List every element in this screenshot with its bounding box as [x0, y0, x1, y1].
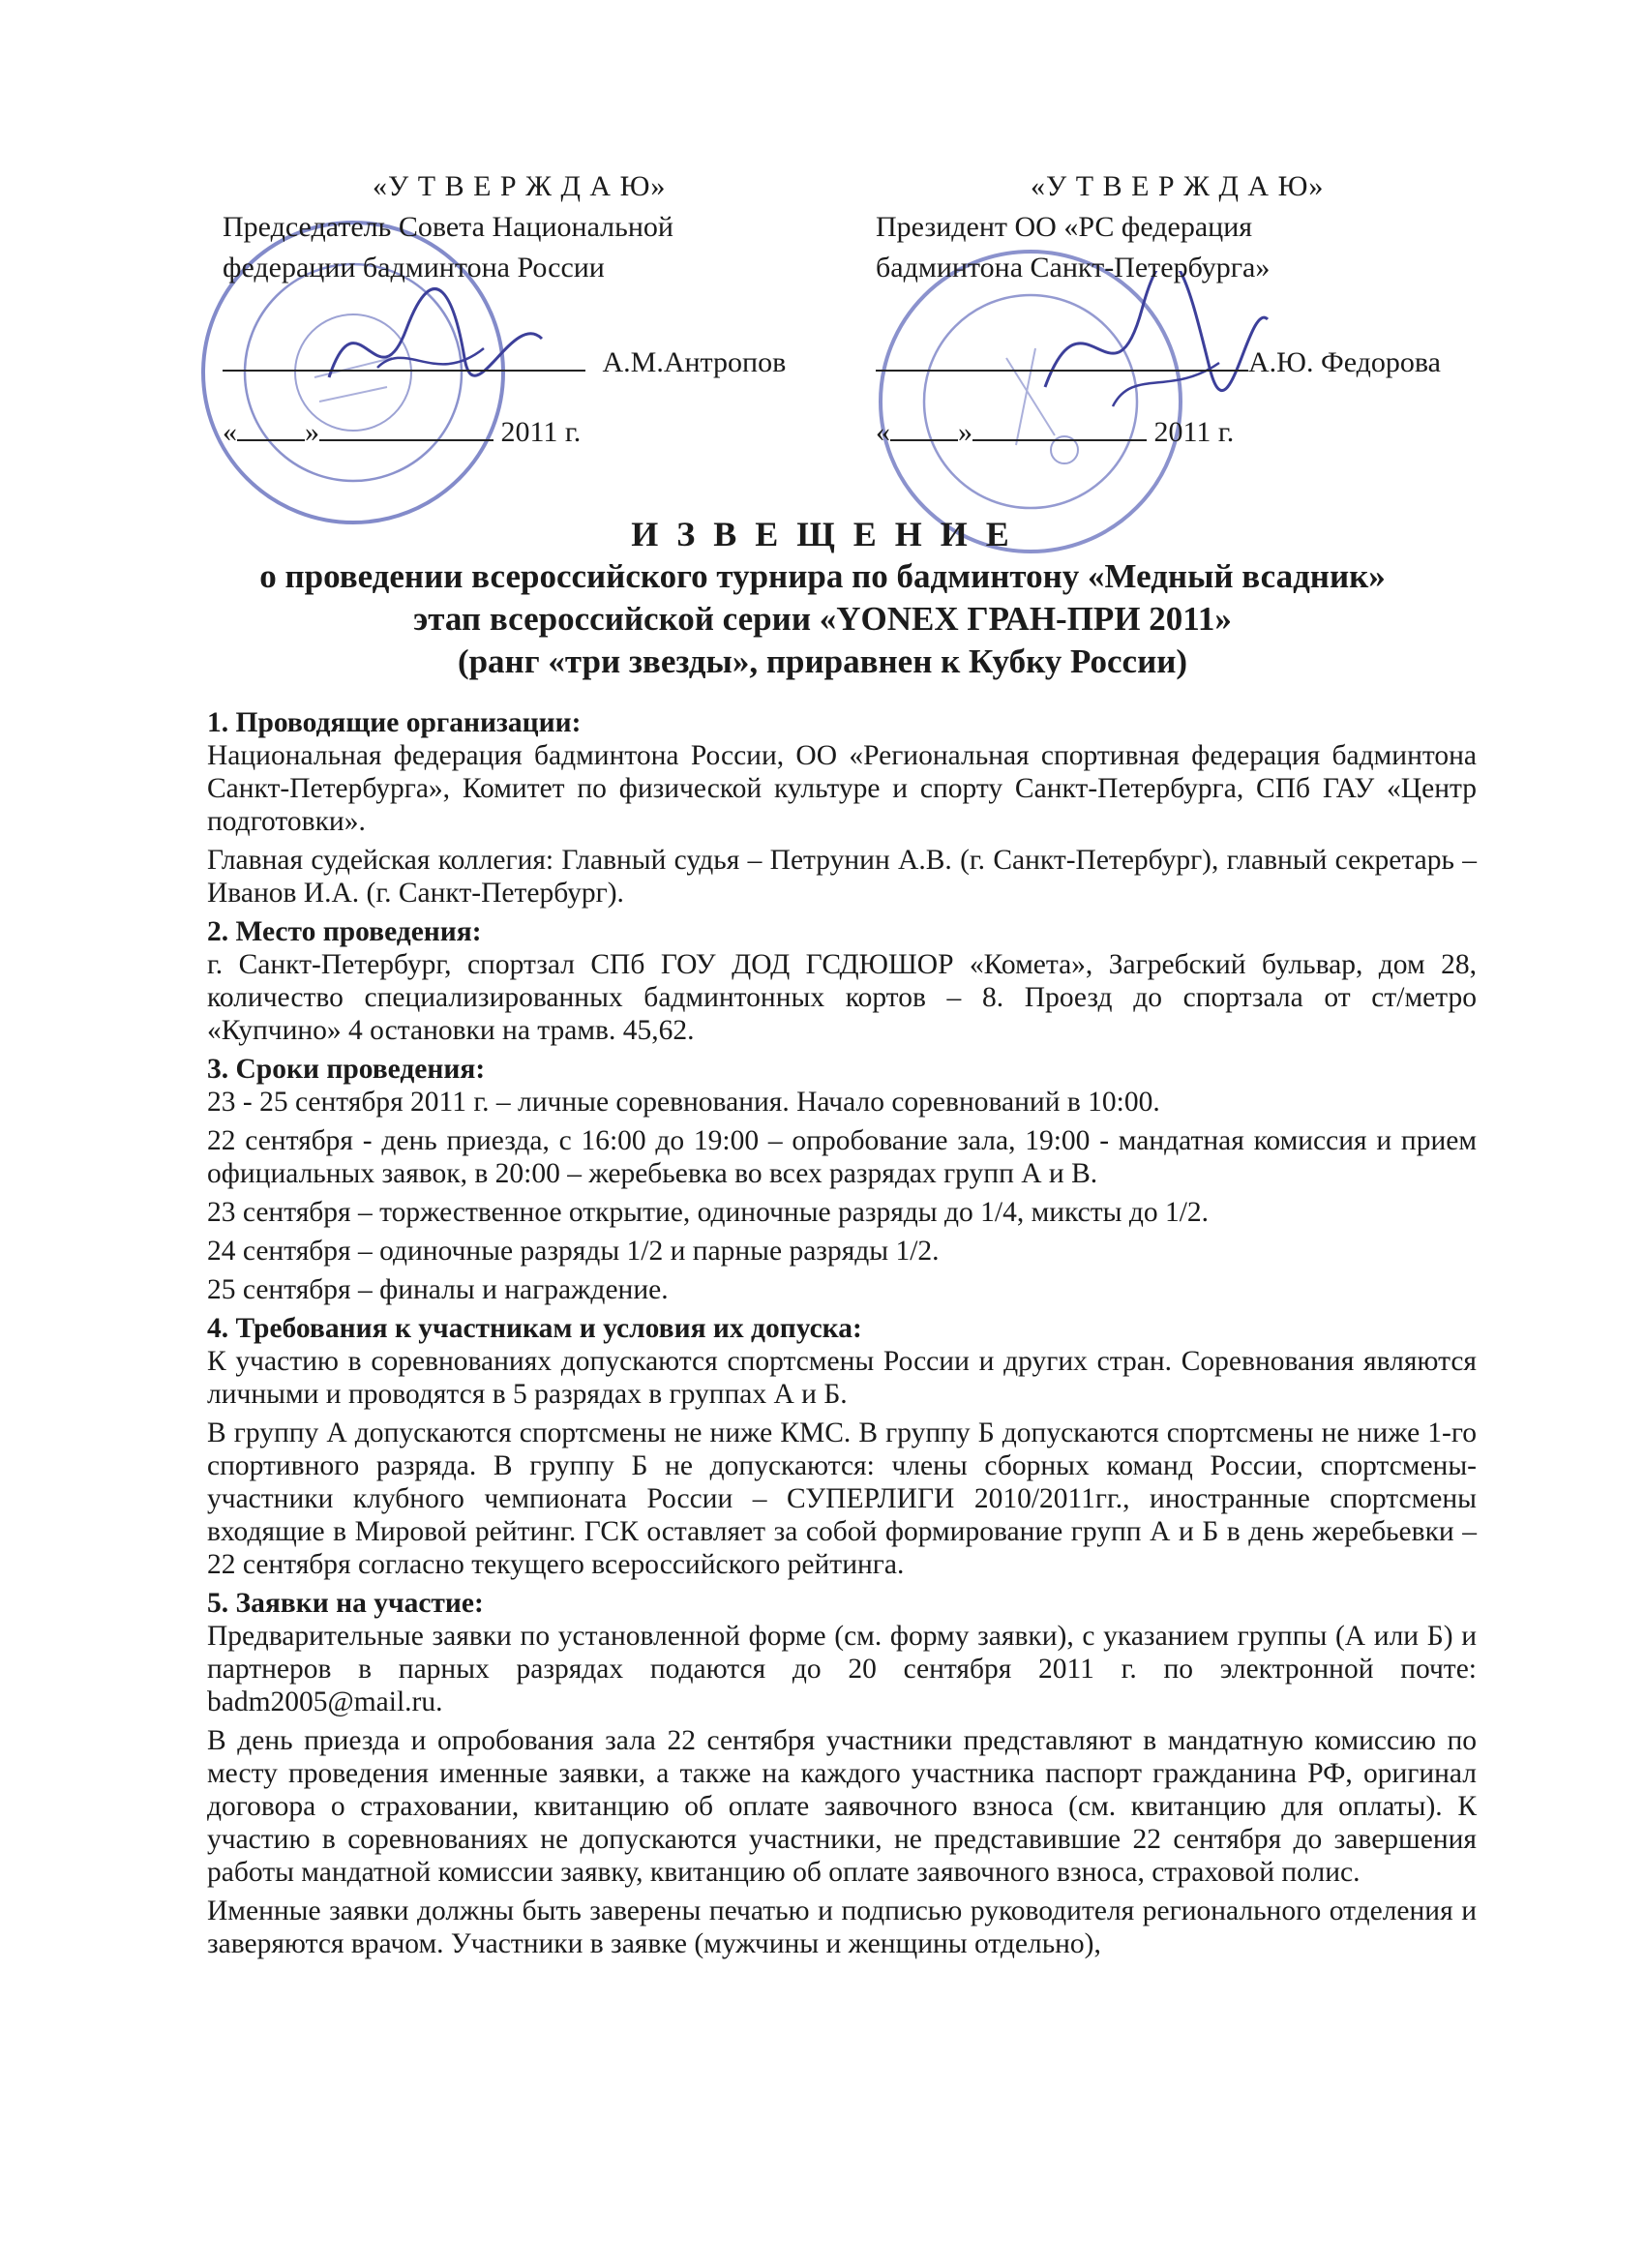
date-line — [223, 412, 803, 453]
date-line — [876, 412, 1495, 453]
signature-underline — [876, 343, 1248, 372]
day-blank — [890, 412, 958, 441]
approval-block-right — [876, 166, 1495, 453]
section-paragraph: 25 сентября – финалы и награждение. — [207, 1274, 669, 1305]
section-heading-dates: 3. Сроки проведения: — [207, 1054, 486, 1085]
signature-underline — [223, 343, 585, 372]
approval-position-line1: Президент ОО «РС федерация — [876, 211, 1253, 243]
section-paragraph: Именные заявки должны быть заверены печатью и подписью руководителя регионального отделения и заверяются врачом. Участники в заявке (мужчины и женщины отдельно), — [207, 1895, 1477, 1959]
section-heading-venue: 2. Место проведения: — [207, 916, 482, 947]
title-line2: о проведении всероссийского турнира по бадминтону «Медный всадник» — [259, 557, 1386, 595]
approval-header: «У Т В Е Р Ж Д А Ю» — [373, 170, 667, 202]
month-blank — [972, 412, 1147, 441]
day-blank — [237, 412, 305, 441]
section-paragraph: 22 сентября - день приезда, с 16:00 до 19:00 – опробование зала, 19:00 - мандатная комиссия и прием официальных заявок, в 20:00 – жеребьевка во всех разрядах групп А и В. — [207, 1125, 1477, 1189]
section-paragraph: 23 - 25 сентября 2011 г. – личные соревнования. Начало соревнований в 10:00. — [207, 1087, 1160, 1118]
section-paragraph: 24 сентября – одиночные разряды 1/2 и парные разряды 1/2. — [207, 1236, 940, 1267]
section-paragraph: В день приезда и опробования зала 22 сентября участники представляют в мандатную комиссию по месту проведения именные заявки, а также на каждого участника паспорт гражданина РФ, оригинал договора о страховании, квитанцию об оплате заявочного взноса (см. квитанцию для оплаты). К участию в соревнованиях не допускаются участники, не представившие 22 сентября до завершения работы мандатной комиссии заявку, квитанцию об оплате заявочного взноса, страховой полис. — [207, 1725, 1477, 1888]
section-paragraph: Национальная федерация бадминтона России, ОО «Региональная спортивная федерация бадминтона Санкт-Петербурга», Комитет по физической культуре и спорту Санкт-Петербурга, СПб ГАУ «Центр подготовки». — [207, 740, 1477, 837]
section-paragraph: Предварительные заявки по установленной форме (см. форму заявки), с указанием группы (А или Б) и партнеров в парных разрядах подаются до 20 сентября 2011 г. по электронной почте: badm2005@mail.ru. — [207, 1621, 1477, 1717]
section-paragraph: г. Санкт-Петербург, спортзал СПб ГОУ ДОД ГСДЮШОР «Комета», Загребский бульвар, дом 28, количество специализированных бадминтонных кортов – 8. Проезд до спортзала от ст/метро «Купчино» 4 остановки на трамв. 45,62. — [207, 949, 1477, 1046]
section-heading-applications: 5. Заявки на участие: — [207, 1588, 484, 1619]
notice-title — [194, 513, 1451, 683]
signature-line — [223, 343, 803, 383]
approval-position-line1: Председатель Совета Национальной — [223, 211, 673, 243]
approval-position-line2: федерации бадминтона России — [223, 252, 605, 284]
date-year: 2011 г. — [500, 416, 582, 448]
date-quote-close: » — [958, 416, 972, 448]
title-line4: (ранг «три звезды», приравнен к Кубку России) — [457, 642, 1188, 680]
date-quote-open: « — [876, 416, 890, 448]
section-paragraph: 23 сентября – торжественное открытие, одиночные разряды до 1/4, миксты до 1/2. — [207, 1197, 1210, 1228]
section-paragraph: Главная судейская коллегия: Главный судья – Петрунин А.В. (г. Санкт-Петербург), главный секретарь – Иванов И.А. (г. Санкт-Петербург). — [207, 845, 1477, 909]
signatory-name: А.М.Антропов — [602, 346, 787, 378]
section-heading-requirements: 4. Требования к участникам и условия их допуска: — [207, 1313, 862, 1344]
date-quote-close: » — [305, 416, 319, 448]
signatory-name: А.Ю. Федорова — [1248, 346, 1441, 378]
title-line3: этап всероссийской серии «YONEX ГРАН-ПРИ 2011» — [413, 600, 1232, 638]
title-main: И З В Е Щ Е Н И Е — [631, 515, 1014, 553]
date-quote-open: « — [223, 416, 237, 448]
month-blank — [319, 412, 494, 441]
section-paragraph: В группу А допускаются спортсмены не ниже КМС. В группу Б допускаются спортсмены не ниже 1-го спортивного разряда. В группу Б не допускаются: члены сборных команд России, спортсмены-участники клубного чемпионата России – СУПЕРЛИГИ 2010/2011гг., иностранные спортсмены входящие в Мировой рейтинг. ГСК оставляет за собой формирование групп А и Б в день жеребьевки – 22 сентября согласно текущего всероссийского рейтинга. — [207, 1418, 1477, 1580]
notice-body — [207, 706, 1477, 1966]
section-heading-organizers: 1. Проводящие организации: — [207, 707, 582, 738]
approval-block-left — [223, 166, 803, 453]
approval-position-line2: бадминтона Санкт-Петербурга» — [876, 252, 1271, 284]
signature-line — [876, 343, 1495, 383]
date-year: 2011 г. — [1153, 416, 1235, 448]
approval-header: «У Т В Е Р Ж Д А Ю» — [1031, 170, 1325, 202]
section-paragraph: К участию в соревнованиях допускаются спортсмены России и других стран. Соревнования являются личными и проводятся в 5 разрядах в группах А и Б. — [207, 1346, 1477, 1410]
